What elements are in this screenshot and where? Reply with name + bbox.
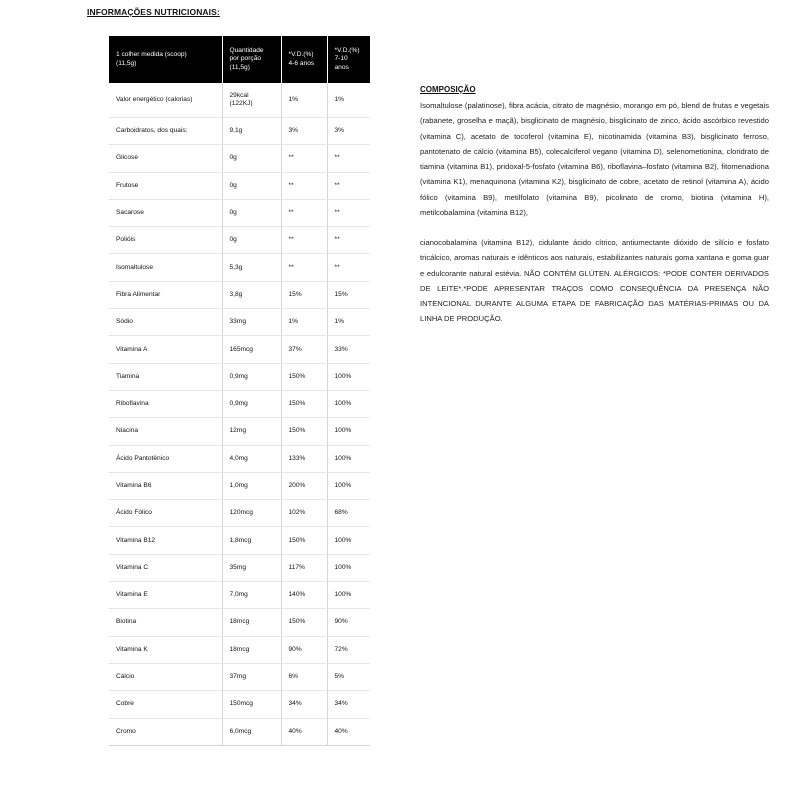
nutrient-amount: 9,1g	[222, 118, 281, 145]
nutrient-vd-4-6: 150%	[281, 390, 327, 417]
table-row	[109, 691, 370, 718]
nutrient-vd-4-6: 102%	[281, 500, 327, 527]
nutrient-vd-4-6: 1%	[281, 83, 327, 118]
nutrient-name: Ácido Fólico	[109, 500, 222, 527]
nutrient-name: Valor energético (calorias)	[109, 83, 222, 118]
nutrient-vd-4-6: 3%	[281, 118, 327, 145]
table-row	[109, 199, 370, 226]
header-serving: 1 colher medida (scoop) (11,5g)	[109, 36, 222, 83]
nutrient-name: Sacarose	[109, 199, 222, 226]
nutrient-vd-4-6: 200%	[281, 472, 327, 499]
table-row	[109, 281, 370, 308]
nutrient-name: Riboflavina	[109, 390, 222, 417]
table-row	[109, 336, 370, 363]
nutrient-amount: 150mcg	[222, 691, 281, 718]
nutrient-vd-4-6: 133%	[281, 445, 327, 472]
table-row	[109, 172, 370, 199]
nutrient-vd-7-10: 100%	[327, 527, 370, 554]
table-row	[109, 554, 370, 581]
nutrient-name: Fibra Alimentar	[109, 281, 222, 308]
nutrient-vd-7-10: 90%	[327, 609, 370, 636]
nutrient-vd-7-10: 100%	[327, 554, 370, 581]
nutrient-amount: 5,3g	[222, 254, 281, 281]
table-row	[109, 609, 370, 636]
nutrient-vd-4-6: **	[281, 199, 327, 226]
nutrient-vd-4-6: **	[281, 145, 327, 172]
nutrient-name: Vitamina E	[109, 582, 222, 609]
composition-paragraph-continued: cianocobalamina (vitamina B12), cidulante ácido cítrico, antiumectante dióxido de silício e fosfato tricálcico, aromas naturais e idênticos aos naturais, estabilizantes naturais goma xantana e goma guar e edulcorante natural estévia. NÃO CONTÉM GLÚTEN. ALÉRGICOS: *PODE CONTER DERIVADOS DE LEITE*.*PODE APRESENTAR TRAÇOS COMO CONSEQUÊNCIA DA PRESENÇA NÃO INTENCIONAL DURANTE ALGUMA ETAPA DE FABRICAÇÃO DAS MATÉRIAS-PRIMAS OU DA LINHA DE PRODUÇÃO.	[420, 238, 769, 324]
nutrient-vd-7-10: **	[327, 172, 370, 199]
table-row	[109, 718, 370, 745]
nutrient-amount: 7,0mg	[222, 582, 281, 609]
nutrient-amount: 6,0mcg	[222, 718, 281, 745]
nutrient-vd-7-10: 100%	[327, 418, 370, 445]
nutrient-amount: 29kcal (122KJ)	[222, 83, 281, 118]
nutrient-name: Cromo	[109, 718, 222, 745]
nutrient-vd-4-6: **	[281, 254, 327, 281]
nutrient-name: Biotina	[109, 609, 222, 636]
nutrient-vd-4-6: **	[281, 172, 327, 199]
nutrient-vd-7-10: 100%	[327, 472, 370, 499]
table-row	[109, 636, 370, 663]
nutrient-name: Polióis	[109, 227, 222, 254]
nutrient-vd-7-10: 68%	[327, 500, 370, 527]
nutrient-amount: 1,8mcg	[222, 527, 281, 554]
nutrient-name: Frutose	[109, 172, 222, 199]
nutrient-amount: 0g	[222, 199, 281, 226]
nutrient-vd-4-6: 150%	[281, 609, 327, 636]
nutrient-vd-7-10: 40%	[327, 718, 370, 745]
composition-title: COMPOSIÇÃO	[420, 85, 476, 94]
nutrient-name: Tiamina	[109, 363, 222, 390]
table-row	[109, 145, 370, 172]
table-row	[109, 83, 370, 118]
nutrient-vd-4-6: 15%	[281, 281, 327, 308]
nutrient-amount: 0g	[222, 145, 281, 172]
table-row	[109, 582, 370, 609]
table-header-row	[109, 36, 370, 83]
nutrient-name: Ácido Pantotênico	[109, 445, 222, 472]
header-quantity: Quantidade por porção (11,5g)	[222, 36, 281, 83]
nutrient-vd-7-10: 100%	[327, 582, 370, 609]
nutrient-amount: 165mcg	[222, 336, 281, 363]
nutrient-amount: 18mcg	[222, 636, 281, 663]
table-row	[109, 445, 370, 472]
table-row	[109, 118, 370, 145]
nutrient-vd-7-10: 100%	[327, 445, 370, 472]
nutrient-vd-7-10: 33%	[327, 336, 370, 363]
nutrient-amount: 33mg	[222, 309, 281, 336]
nutrient-vd-4-6: 140%	[281, 582, 327, 609]
nutrient-vd-4-6: 150%	[281, 363, 327, 390]
table-row	[109, 663, 370, 690]
nutrient-vd-7-10: **	[327, 145, 370, 172]
nutrient-amount: 1,0mg	[222, 472, 281, 499]
nutrient-vd-7-10: 100%	[327, 390, 370, 417]
nutrient-vd-4-6: 150%	[281, 418, 327, 445]
nutrient-amount: 18mcg	[222, 609, 281, 636]
nutrient-name: Niacina	[109, 418, 222, 445]
nutrient-amount: 37mg	[222, 663, 281, 690]
table-row	[109, 227, 370, 254]
nutrient-vd-7-10: 100%	[327, 363, 370, 390]
table-body	[109, 83, 370, 745]
table-row	[109, 309, 370, 336]
nutrition-heading: INFORMAÇÕES NUTRICIONAIS:	[87, 7, 220, 17]
nutrient-amount: 12mg	[222, 418, 281, 445]
table-row	[109, 527, 370, 554]
nutrient-amount: 4,0mg	[222, 445, 281, 472]
header-vd-4-6: *V.D.(%) 4-6 anos	[281, 36, 327, 83]
composition-paragraph: Isomaltulose (palatinose), fibra acácia, citrato de magnésio, morango em pó, blend de frutas e vegetais (rabanete, groselha e maçã), bisglicinato de magnésio, bisglicinato de zinco, ácido ascórbico revestido (vitamina C), acetato de tocoferol (vitamina E), nicotinamida (vitamina B3), bisglicinato ferroso, pantotenato de cálcio (vitamina B5), colecalciferol vegano (vitamina D), selenometionina, cloridrato de tiamina (vitamina B1), pridoxal-5-fosfato (vitamina B6), riboflavina–fosfato (vitamina B2), fitomenadiona (vitamina K1), menaquinona (vitamina K2), bisglicinato de cobre, acetato de retinol (vitamina A), ácido fólico (vitamina B9), metilfolato (vitamina B9), picolinato de cromo, biotina (vitamina H), metilcobalamina (vitamina B12),	[420, 101, 769, 218]
nutrient-amount: 0g	[222, 227, 281, 254]
nutrient-name: Vitamina B12	[109, 527, 222, 554]
nutrient-vd-7-10: **	[327, 227, 370, 254]
nutrient-vd-7-10: 15%	[327, 281, 370, 308]
nutrient-vd-4-6: 34%	[281, 691, 327, 718]
nutrient-vd-4-6: 117%	[281, 554, 327, 581]
nutrient-vd-4-6: 1%	[281, 309, 327, 336]
nutrient-vd-7-10: 1%	[327, 309, 370, 336]
nutrient-vd-7-10: 72%	[327, 636, 370, 663]
table-row	[109, 254, 370, 281]
nutrient-vd-7-10: 3%	[327, 118, 370, 145]
table-row	[109, 500, 370, 527]
table-row	[109, 418, 370, 445]
nutrient-vd-4-6: 37%	[281, 336, 327, 363]
table-row	[109, 472, 370, 499]
nutrition-table	[109, 36, 370, 746]
nutrient-amount: 35mg	[222, 554, 281, 581]
nutrient-vd-7-10: 34%	[327, 691, 370, 718]
table-row	[109, 390, 370, 417]
nutrient-vd-7-10: 5%	[327, 663, 370, 690]
nutrient-amount: 0,9mg	[222, 390, 281, 417]
table-row	[109, 363, 370, 390]
nutrient-name: Vitamina K	[109, 636, 222, 663]
nutrient-vd-4-6: 90%	[281, 636, 327, 663]
nutrient-name: Vitamina B6	[109, 472, 222, 499]
nutrient-vd-7-10: 1%	[327, 83, 370, 118]
nutrient-name: Vitamina A	[109, 336, 222, 363]
nutrient-amount: 0g	[222, 172, 281, 199]
nutrient-vd-4-6: 150%	[281, 527, 327, 554]
nutrient-name: Cálcio	[109, 663, 222, 690]
nutrient-vd-4-6: **	[281, 227, 327, 254]
nutrient-amount: 3,8g	[222, 281, 281, 308]
nutrient-vd-4-6: 40%	[281, 718, 327, 745]
header-vd-7-10: *V.D.(%) 7-10 anos	[327, 36, 370, 83]
nutrient-name: Isomaltulose	[109, 254, 222, 281]
nutrient-name: Cobre	[109, 691, 222, 718]
nutrient-name: Glicose	[109, 145, 222, 172]
nutrient-vd-7-10: **	[327, 254, 370, 281]
nutrient-name: Carboidratos, dos quais:	[109, 118, 222, 145]
nutrient-amount: 120mcg	[222, 500, 281, 527]
nutrient-vd-7-10: **	[327, 199, 370, 226]
nutrient-amount: 0,9mg	[222, 363, 281, 390]
nutrient-name: Sódio	[109, 309, 222, 336]
nutrient-name: Vitamina C	[109, 554, 222, 581]
nutrient-vd-4-6: 6%	[281, 663, 327, 690]
